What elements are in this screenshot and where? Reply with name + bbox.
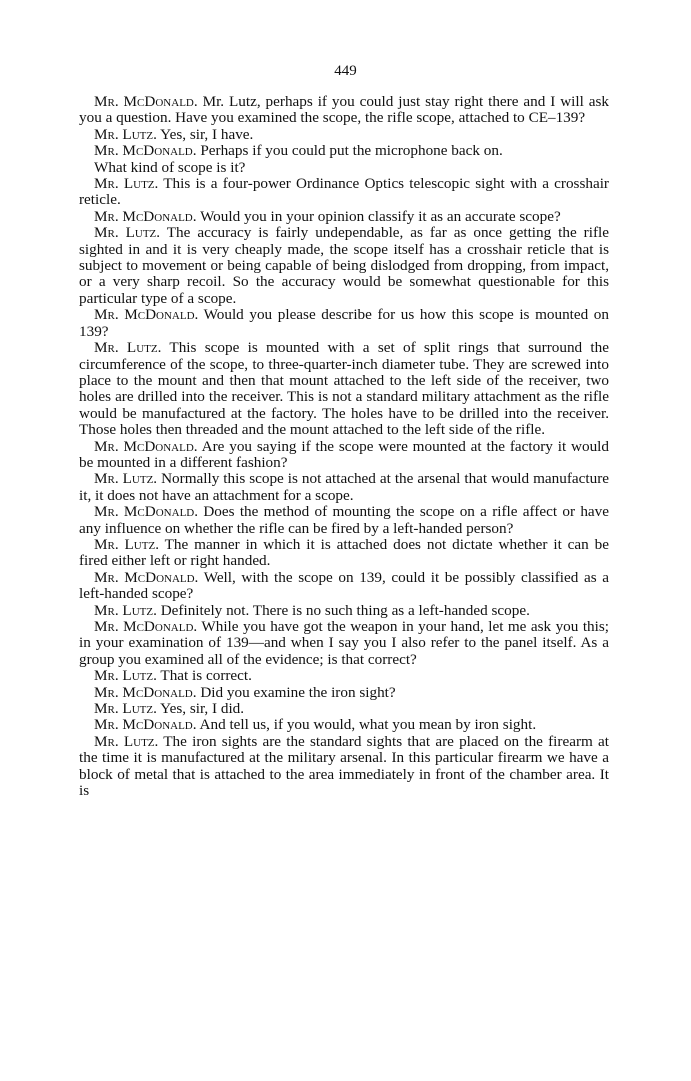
speaker-name: Mr. McDonald.: [94, 618, 198, 635]
testimony-paragraph: [79, 717, 609, 733]
statement-text: That is correct.: [156, 667, 252, 685]
testimony-paragraph: [79, 340, 609, 438]
statement-text: What kind of scope is it?: [94, 158, 246, 176]
testimony-text: [79, 94, 609, 799]
testimony-paragraph: [79, 570, 609, 603]
page-number: 449: [334, 63, 357, 79]
testimony-paragraph: [79, 209, 609, 225]
statement-text: Does the method of mounting the scope on a rifle affect or have any influence on whether the rifle can be fired by a left-handed person?: [79, 503, 609, 537]
testimony-paragraph: [79, 734, 609, 800]
testimony-paragraph: [79, 603, 609, 619]
statement-text: Did you examine the iron sight?: [196, 683, 396, 701]
statement-text: While you have got the weapon in your hand, let me ask you this; in your examination of 139—and when I say you I also refer to the panel itself. As a group you examined all of the evidence; is that correct?: [79, 618, 609, 668]
testimony-paragraph: [79, 701, 609, 717]
statement-text: The accuracy is fairly undependable, as far as once getting the rifle sighted in and it is very cheaply made, the scope itself has a crosshair reticle that is subject to movement or being capable of being dislodged from dropping, from impact, or a very sharp recoil. So the accuracy would be somewhat questionable for this particular type of a scope.: [79, 224, 609, 307]
statement-text: The manner in which it is attached does not dictate whether it can be fired either left or right handed.: [79, 535, 609, 570]
testimony-paragraph: [79, 127, 609, 143]
speaker-name: Mr. Lutz.: [94, 667, 157, 685]
statement-text: Normally this scope is not attached at the arsenal that would manufacture it, it does not have an attachment for a scope.: [79, 470, 609, 504]
speaker-name: Mr. Lutz.: [94, 700, 157, 718]
testimony-paragraph: [79, 537, 609, 570]
statement-text: This scope is mounted with a set of split rings that surround the circumference of the scope, to three-quarter-inch diameter tube. They are screwed into place to the mount and then that mount attached to the left side of the receiver, two holes are drilled into the receiver. This is not a standard military attachment as the rifle would be manufactured at the factory. The holes have to be drilled into the receiver. Those holes then threaded and the mount attached to the left side of the rifle.: [79, 339, 609, 439]
speaker-name: Mr. McDonald.: [94, 716, 197, 734]
testimony-paragraph: [79, 176, 609, 209]
statement-text: And tell us, if you would, what you mean by iron sight.: [196, 716, 537, 734]
speaker-name: Mr. Lutz.: [94, 535, 159, 553]
statement-text: Would you in your opinion classify it as an accurate scope?: [196, 207, 561, 225]
speaker-name: Mr. McDonald.: [94, 142, 197, 160]
speaker-name: Mr. Lutz.: [94, 175, 159, 193]
speaker-name: Mr. McDonald.: [94, 503, 199, 521]
testimony-paragraph: [79, 143, 609, 159]
statement-text: Well, with the scope on 139, could it be possibly classified as a left-handed scope?: [79, 568, 609, 603]
testimony-paragraph: [79, 307, 609, 340]
testimony-paragraph: [79, 439, 609, 472]
testimony-paragraph: [79, 685, 609, 701]
speaker-name: Mr. Lutz.: [94, 339, 162, 357]
speaker-name: Mr. McDonald.: [94, 93, 198, 110]
statement-text: This is a four-power Ordinance Optics telescopic sight with a crosshair reticle.: [79, 175, 609, 209]
statement-text: Yes, sir, I did.: [156, 700, 245, 718]
speaker-name: Mr. McDonald.: [94, 568, 199, 586]
speaker-name: Mr. McDonald.: [94, 306, 199, 324]
statement-text: Definitely not. There is no such thing as a left-handed scope.: [156, 601, 530, 619]
statement-text: The iron sights are the standard sights that are placed on the firearm at the time it is manufactured at the military arsenal. In this particular firearm we have a block of metal that is attached to the area immediately in front of the chamber area. It is: [79, 732, 609, 800]
statement-text: Perhaps if you could put the microphone back on.: [196, 142, 503, 160]
speaker-name: Mr. Lutz.: [94, 470, 158, 488]
speaker-name: Mr. McDonald.: [94, 683, 197, 701]
statement-text: Would you please describe for us how this scope is mounted on 139?: [79, 306, 609, 340]
speaker-name: Mr. Lutz.: [94, 732, 159, 750]
statement-text: Yes, sir, I have.: [156, 125, 254, 143]
speaker-name: Mr. Lutz.: [94, 125, 157, 143]
speaker-name: Mr. McDonald.: [94, 207, 197, 225]
statement-text: Are you saying if the scope were mounted at the factory it would be mounted in a different fashion?: [79, 437, 609, 471]
statement-text: Mr. Lutz, perhaps if you could just stay right there and I will ask you a question. Have you examined the scope, the rifle scope, attached to CE–139?: [79, 93, 609, 127]
testimony-paragraph: [79, 225, 609, 307]
speaker-name: Mr. Lutz.: [94, 224, 161, 242]
testimony-paragraph: [79, 94, 609, 127]
testimony-paragraph: [79, 668, 609, 684]
speaker-name: Mr. Lutz.: [94, 601, 157, 619]
testimony-paragraph: [79, 160, 609, 176]
testimony-paragraph: [79, 504, 609, 537]
testimony-paragraph: [79, 471, 609, 504]
speaker-name: Mr. McDonald.: [94, 437, 198, 455]
testimony-paragraph: [79, 619, 609, 668]
